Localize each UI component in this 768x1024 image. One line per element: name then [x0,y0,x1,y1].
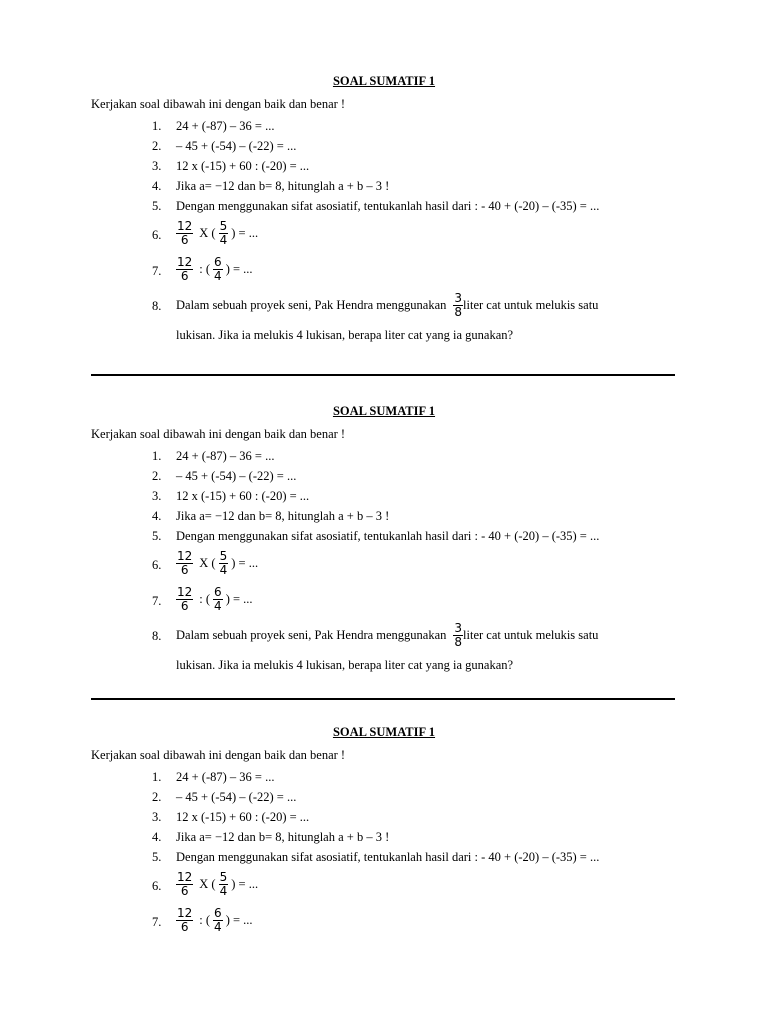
fraction-numerator: 12 [177,219,193,233]
fraction-denominator: 4 [219,563,228,577]
fraction-numerator: 12 [177,906,193,920]
question-text: 24 + (-87) – 36 = ... [176,449,275,463]
tail-text: ) = ... [225,913,253,927]
question-text: – 45 + (-54) – (-22) = ... [176,469,297,483]
fraction [219,220,229,247]
fraction-numerator: 6 [214,585,222,599]
fraction [453,622,463,649]
question-number: 3. [152,810,162,824]
fraction-numerator: 3 [454,621,463,635]
fraction-denominator: 8 [454,635,463,649]
question-number: 1. [152,119,162,133]
question-text: Jika a= −12 dan b= 8, hitunglah a + b – 3 ! [176,179,390,193]
question-number: 5. [152,850,162,864]
question-text: liter cat untuk melukis satu [463,298,599,312]
operator-text: X ( [199,226,216,240]
tail-text: ) = ... [231,556,259,570]
fraction-denominator: 4 [214,920,222,934]
fraction-numerator: 5 [219,870,228,884]
fraction [176,550,193,577]
operator-text: X ( [199,877,216,891]
tail-text: ) = ... [225,262,253,276]
fraction-numerator: 12 [177,255,193,269]
question-number: 4. [152,830,162,844]
fraction-expression [176,586,253,613]
fraction-denominator: 6 [180,884,189,898]
fraction [176,256,193,283]
fraction-denominator: 6 [180,269,189,283]
fraction-numerator: 5 [219,219,228,233]
question-number: 1. [152,770,162,784]
question-number: 4. [152,179,162,193]
question-text: Dengan menggunakan sifat asosiatif, tentukanlah hasil dari : - 40 + (-20) – (-35) = ... [176,529,600,543]
question-text: 24 + (-87) – 36 = ... [176,770,275,784]
question-text: Dengan menggunakan sifat asosiatif, tentukanlah hasil dari : - 40 + (-20) – (-35) = ... [176,850,600,864]
section-divider [91,374,675,376]
fraction-expression [176,220,258,247]
question-text: – 45 + (-54) – (-22) = ... [176,139,297,153]
fraction [176,907,193,934]
question-number: 3. [152,159,162,173]
fraction [219,550,229,577]
question-number: 6. [152,228,162,242]
fraction-denominator: 6 [180,233,189,247]
section-title: SOAL SUMATIF 1 [332,404,436,418]
fraction-denominator: 6 [180,563,189,577]
fraction-numerator: 12 [177,585,193,599]
fraction-numerator: 5 [219,549,228,563]
question-text-line-1 [176,292,598,319]
fraction-denominator: 8 [454,305,463,319]
question-text: Dalam sebuah proyek seni, Pak Hendra menggunakan [176,298,447,312]
question-number: 8. [152,299,162,313]
operator-text: : ( [199,913,211,927]
tail-text: ) = ... [225,592,253,606]
fraction [219,871,229,898]
tail-text: ) = ... [231,226,259,240]
fraction-denominator: 6 [180,599,189,613]
section-divider [91,698,675,700]
question-text-line-2: lukisan. Jika ia melukis 4 lukisan, berapa liter cat yang ia gunakan? [176,328,514,342]
question-number: 2. [152,790,162,804]
fraction [213,256,223,283]
fraction-expression [176,871,258,898]
fraction-numerator: 12 [177,549,193,563]
fraction-expression [176,256,253,283]
instruction-text: Kerjakan soal dibawah ini dengan baik dan benar ! [91,748,346,762]
question-number: 7. [152,264,162,278]
question-text: 12 x (-15) + 60 : (-20) = ... [176,489,310,503]
instruction-text: Kerjakan soal dibawah ini dengan baik dan benar ! [91,97,346,111]
fraction-expression [176,550,258,577]
fraction [176,220,193,247]
question-number: 7. [152,915,162,929]
question-text: 12 x (-15) + 60 : (-20) = ... [176,159,310,173]
question-text: Dengan menggunakan sifat asosiatif, tentukanlah hasil dari : - 40 + (-20) – (-35) = ... [176,199,600,213]
fraction [176,871,193,898]
question-number: 5. [152,529,162,543]
operator-text: X ( [199,556,216,570]
question-number: 4. [152,509,162,523]
question-number: 2. [152,469,162,483]
tail-text: ) = ... [231,877,259,891]
fraction [213,586,223,613]
instruction-text: Kerjakan soal dibawah ini dengan baik dan benar ! [91,427,346,441]
question-text: – 45 + (-54) – (-22) = ... [176,790,297,804]
question-number: 8. [152,629,162,643]
question-number: 6. [152,558,162,572]
question-number: 6. [152,879,162,893]
question-number: 3. [152,489,162,503]
fraction-numerator: 6 [214,255,222,269]
fraction-denominator: 4 [214,269,222,283]
question-text: Jika a= −12 dan b= 8, hitunglah a + b – 3 ! [176,509,390,523]
question-text-line-2: lukisan. Jika ia melukis 4 lukisan, berapa liter cat yang ia gunakan? [176,658,514,672]
operator-text: : ( [199,262,211,276]
fraction-denominator: 4 [214,599,222,613]
question-number: 5. [152,199,162,213]
question-text: liter cat untuk melukis satu [463,628,599,642]
question-number: 2. [152,139,162,153]
section-title: SOAL SUMATIF 1 [332,74,436,88]
fraction [176,586,193,613]
fraction-numerator: 3 [454,291,463,305]
fraction-numerator: 6 [214,906,222,920]
fraction-denominator: 4 [219,233,228,247]
question-text: 24 + (-87) – 36 = ... [176,119,275,133]
fraction-denominator: 6 [180,920,189,934]
fraction-denominator: 4 [219,884,228,898]
question-number: 1. [152,449,162,463]
question-text: Jika a= −12 dan b= 8, hitunglah a + b – 3 ! [176,830,390,844]
section-title: SOAL SUMATIF 1 [332,725,436,739]
question-text-line-1 [176,622,598,649]
question-text: 12 x (-15) + 60 : (-20) = ... [176,810,310,824]
question-text: Dalam sebuah proyek seni, Pak Hendra menggunakan [176,628,447,642]
question-number: 7. [152,594,162,608]
fraction-expression [176,907,253,934]
fraction [453,292,463,319]
fraction-numerator: 12 [177,870,193,884]
fraction [213,907,223,934]
operator-text: : ( [199,592,211,606]
